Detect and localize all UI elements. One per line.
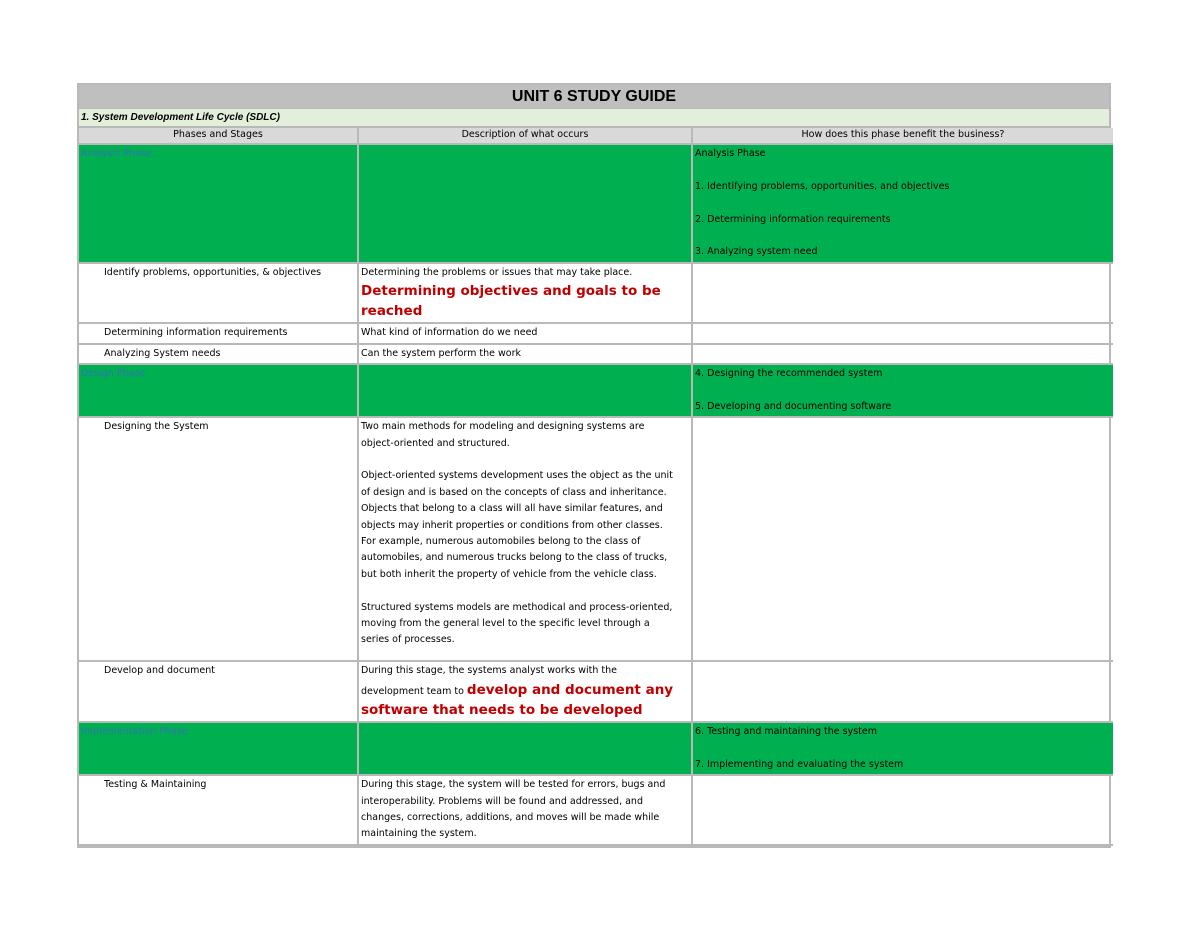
stage-row: [79, 775, 1113, 845]
stage-desc: Determining the problems or issues that may take place. Determining objectives and goals to be reached: [358, 263, 692, 323]
benefit-line: 1. Identifying problems, opportunities, and objectives: [695, 180, 950, 192]
header-benefit: How does this phase benefit the business?: [692, 128, 1113, 144]
stage-desc: Can the system perform the work: [358, 344, 692, 364]
stage-row: [79, 263, 1113, 323]
sdlc-table: [79, 128, 1113, 846]
benefit-line: 4. Designing the recommended system: [695, 368, 883, 380]
analysis-phase-benefit: [692, 144, 1113, 263]
stage-row: [79, 344, 1113, 364]
stage-row: [79, 417, 1113, 661]
benefit-line: 7. Implementing and evaluating the system: [695, 758, 904, 770]
stage-name: Analyzing System needs: [79, 344, 358, 364]
benefit-line: 3. Analyzing system need: [695, 246, 818, 258]
stage-row: [79, 323, 1113, 343]
stage-desc: During this stage, the system will be tested for errors, bugs and interoperability. Problems will be found and addressed, and changes, corrections, additions, and moves will be made while maintaining the system.: [358, 775, 692, 845]
design-phase-row: [79, 364, 1113, 417]
stage-name: Designing the System: [79, 417, 358, 661]
header-row: [79, 128, 1113, 144]
benefit-line: 5. Developing and documenting software: [695, 400, 892, 412]
page-title: UNIT 6 STUDY GUIDE: [79, 85, 1109, 109]
stage-name: Testing & Maintaining: [79, 775, 358, 845]
section-heading: 1. System Development Life Cycle (SDLC): [79, 109, 1109, 128]
stage-name: Develop and document: [79, 661, 358, 722]
analysis-phase-row: [79, 144, 1113, 263]
stage-name: Determining information requirements: [79, 323, 358, 343]
design-phase-name: Design Phase: [79, 364, 358, 417]
stage-desc: During this stage, the systems analyst works with the development team to develop and document any software that needs to be developed: [358, 661, 692, 722]
benefit-line: 6. Testing and maintaining the system: [695, 726, 878, 738]
benefit-line: 2. Determining information requirements: [695, 213, 891, 225]
implementation-phase-row: [79, 722, 1113, 775]
analysis-phase-name: Analysis Phase: [79, 144, 358, 263]
benefit-line: Analysis Phase: [695, 148, 766, 159]
spreadsheet-table: [77, 83, 1111, 848]
implementation-phase-benefit: [692, 722, 1113, 775]
stage-name: Identify problems, opportunities, & objectives: [79, 263, 358, 323]
stage-row: [79, 661, 1113, 722]
analysis-phase-desc: [358, 144, 692, 263]
stage-desc: Two main methods for modeling and designing systems are object-oriented and structured. Object-oriented systems development uses the object as the unit of design and is based on the concepts of class and inheritance. Objects that belong to a class will all have similar features, and objects may inherit properties or conditions from other classes. For example, numerous automobiles belong to the class of automobiles, and numerous trucks belong to the class of trucks, but both inherit the property of vehicle from the vehicle class. Structured systems models are methodical and process-oriented, moving from the general level to the specific level through a series of processes.: [358, 417, 692, 661]
implementation-phase-name: Implementation Phase: [79, 722, 358, 775]
stage-desc: What kind of information do we need: [358, 323, 692, 343]
highlight-text: develop and document any: [466, 681, 674, 698]
header-description: Description of what occurs: [358, 128, 692, 144]
highlight-text: software that needs to be developed: [361, 702, 643, 719]
header-phases: Phases and Stages: [79, 128, 358, 144]
design-phase-benefit: [692, 364, 1113, 417]
highlight-text: Determining objectives and goals to be reached: [361, 283, 661, 320]
